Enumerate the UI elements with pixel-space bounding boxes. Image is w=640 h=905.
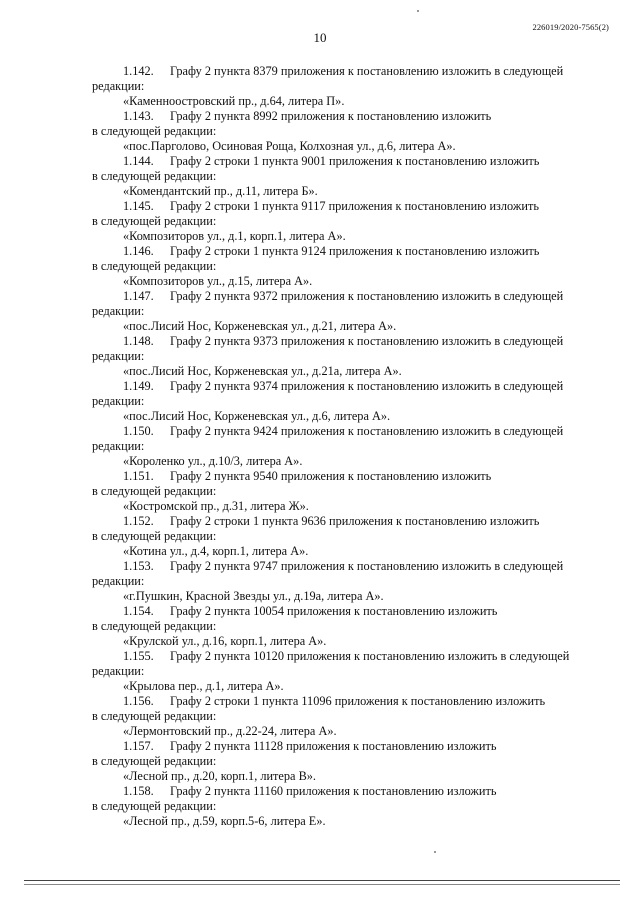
item-instruction-continuation: в следующей редакции: xyxy=(92,619,217,633)
item-instruction: Графу 2 строки 1 пункта 9636 приложения к постановлению изложить xyxy=(170,514,540,528)
item-instruction: Графу 2 пункта 10054 приложения к постановлению изложить xyxy=(170,604,498,618)
page-number: 10 xyxy=(313,30,327,45)
item-instruction: Графу 2 пункта 11160 приложения к постановлению изложить xyxy=(170,784,497,798)
item-new-wording: «Комендантский пр., д.11, литера Б». xyxy=(123,184,318,198)
list-item-heading xyxy=(92,694,603,724)
item-number: 1.148. xyxy=(123,334,154,348)
item-number: 1.145. xyxy=(123,199,154,213)
item-number: 1.146. xyxy=(123,244,154,258)
item-number: 1.151. xyxy=(123,469,154,483)
list-item-heading xyxy=(92,379,603,409)
item-number: 1.142. xyxy=(123,64,154,78)
item-instruction: Графу 2 пункта 9374 приложения к постановлению изложить в следующей xyxy=(170,379,564,393)
item-new-wording: «пос.Лисий Нос, Корженевская ул., д.21а, литера А». xyxy=(123,364,402,378)
item-instruction-continuation: редакции: xyxy=(92,349,145,363)
item-instruction: Графу 2 пункта 8992 приложения к постановлению изложить xyxy=(170,109,492,123)
item-number: 1.144. xyxy=(123,154,154,168)
item-instruction-continuation: в следующей редакции: xyxy=(92,709,217,723)
list-item-heading xyxy=(92,469,603,499)
item-instruction-continuation: в следующей редакции: xyxy=(92,214,217,228)
item-new-wording: «Лермонтовский пр., д.22-24, литера А». xyxy=(123,724,337,738)
item-new-wording: «Лесной пр., д.59, корп.5-6, литера Е». xyxy=(123,814,326,828)
list-item-heading xyxy=(92,199,603,229)
item-instruction: Графу 2 строки 1 пункта 9001 приложения к постановлению изложить xyxy=(170,154,540,168)
item-instruction: Графу 2 пункта 9540 приложения к постановлению изложить xyxy=(170,469,492,483)
list-item-heading xyxy=(92,289,603,319)
list-item-heading xyxy=(92,64,603,94)
item-number: 1.147. xyxy=(123,289,154,303)
item-instruction-continuation: в следующей редакции: xyxy=(92,484,217,498)
item-number: 1.153. xyxy=(123,559,154,573)
item-number: 1.156. xyxy=(123,694,154,708)
item-instruction-continuation: редакции: xyxy=(92,439,145,453)
item-number: 1.150. xyxy=(123,424,154,438)
list-item-heading xyxy=(92,424,603,454)
item-instruction-continuation: редакции: xyxy=(92,304,145,318)
list-item-heading xyxy=(92,109,603,139)
item-instruction: Графу 2 строки 1 пункта 9124 приложения к постановлению изложить xyxy=(170,244,540,258)
item-instruction: Графу 2 пункта 11128 приложения к постановлению изложить xyxy=(170,739,497,753)
list-item-heading xyxy=(92,739,603,769)
footer-rule xyxy=(24,884,620,885)
item-instruction: Графу 2 строки 1 пункта 9117 приложения к постановлению изложить xyxy=(170,199,539,213)
item-new-wording: «пос.Лисий Нос, Корженевская ул., д.6, литера А». xyxy=(123,409,391,423)
list-item-heading xyxy=(92,649,603,679)
item-instruction-continuation: редакции: xyxy=(92,664,145,678)
item-instruction: Графу 2 пункта 9747 приложения к постановлению изложить в следующей xyxy=(170,559,564,573)
item-instruction-continuation: в следующей редакции: xyxy=(92,754,217,768)
item-instruction-continuation: в следующей редакции: xyxy=(92,169,217,183)
item-instruction: Графу 2 пункта 10120 приложения к постановлению изложить в следующей xyxy=(170,649,570,663)
item-number: 1.155. xyxy=(123,649,154,663)
document-number: 226019/2020-7565(2) xyxy=(532,22,609,32)
list-item-heading xyxy=(92,559,603,589)
item-new-wording: «Короленко ул., д.10/3, литера А». xyxy=(123,454,303,468)
item-instruction: Графу 2 пункта 9372 приложения к постановлению изложить в следующей xyxy=(170,289,564,303)
item-number: 1.152. xyxy=(123,514,154,528)
list-item-heading xyxy=(92,244,603,274)
item-instruction: Графу 2 пункта 8379 приложения к постановлению изложить в следующей xyxy=(170,64,564,78)
item-instruction-continuation: редакции: xyxy=(92,79,145,93)
item-number: 1.157. xyxy=(123,739,154,753)
item-new-wording: «Крулской ул., д.16, корп.1, литера А». xyxy=(123,634,327,648)
item-number: 1.143. xyxy=(123,109,154,123)
item-number: 1.154. xyxy=(123,604,154,618)
item-new-wording: «г.Пушкин, Красной Звезды ул., д.19а, литера А». xyxy=(123,589,384,603)
list-item-heading xyxy=(92,604,603,634)
item-new-wording: «Крылова пер., д.1, литера А». xyxy=(123,679,284,693)
item-new-wording: «Композиторов ул., д.1, корп.1, литера А». xyxy=(123,229,346,243)
item-new-wording: «Каменноостровский пр., д.64, литера П». xyxy=(123,94,345,108)
list-item-heading xyxy=(92,334,603,364)
list-item-heading xyxy=(92,784,603,814)
item-instruction-continuation: в следующей редакции: xyxy=(92,124,217,138)
list-item-heading xyxy=(92,514,603,544)
item-instruction-continuation: в следующей редакции: xyxy=(92,799,217,813)
item-instruction-continuation: в следующей редакции: xyxy=(92,259,217,273)
item-new-wording: «пос.Лисий Нос, Корженевская ул., д.21, литера А». xyxy=(123,319,397,333)
item-instruction: Графу 2 пункта 9424 приложения к постановлению изложить в следующей xyxy=(170,424,564,438)
footer-rule xyxy=(24,880,620,881)
scan-speck xyxy=(434,851,436,853)
item-instruction: Графу 2 пункта 9373 приложения к постановлению изложить в следующей xyxy=(170,334,564,348)
item-instruction: Графу 2 строки 1 пункта 11096 приложения к постановлению изложить xyxy=(170,694,546,708)
item-number: 1.158. xyxy=(123,784,154,798)
item-new-wording: «Лесной пр., д.20, корп.1, литера В». xyxy=(123,769,316,783)
item-new-wording: «Костромской пр., д.31, литера Ж». xyxy=(123,499,309,513)
item-new-wording: «пос.Парголово, Осиновая Роща, Колхозная ул., д.6, литера А». xyxy=(123,139,456,153)
item-new-wording: «Композиторов ул., д.15, литера А». xyxy=(123,274,313,288)
item-number: 1.149. xyxy=(123,379,154,393)
item-new-wording: «Котина ул., д.4, корп.1, литера А». xyxy=(123,544,309,558)
list-item-heading xyxy=(92,154,603,184)
scan-speck xyxy=(417,10,419,12)
item-instruction-continuation: редакции: xyxy=(92,394,145,408)
item-instruction-continuation: редакции: xyxy=(92,574,145,588)
document-body xyxy=(92,64,603,829)
item-instruction-continuation: в следующей редакции: xyxy=(92,529,217,543)
